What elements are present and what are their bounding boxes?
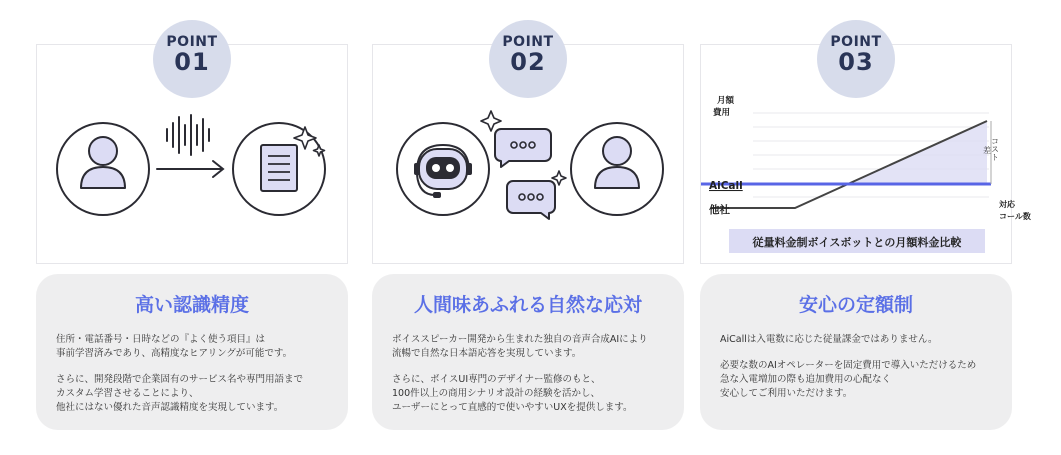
difference-label: 差 (983, 146, 991, 155)
point-03-card (700, 274, 1012, 430)
paragraph: さらに、開発段階で企業固有のサービス名や専門用語まで カスタム学習させることにより、 他社にはない優れた音声認識精度を実現しています。 (56, 374, 304, 413)
speech-bubble-icon (507, 181, 555, 219)
point-01-badge (153, 20, 231, 98)
chart-caption: 従量料金制ボイスボットとの月額料金比較 (752, 236, 962, 249)
point-label: POINT (502, 34, 554, 50)
paragraph: さらに、ボイスUI専門のデザイナー監修のもと、 100件以上の商用シナリオ設計の経験を活かし、 ユーザーにとって直感的で使いやすいUXを提供します。 (392, 374, 633, 413)
paragraph: 住所・電話番号・日時などの『よく使う項目』は 事前学習済みであり、高精度なヒアリングが可能です。 (56, 334, 293, 359)
aicall-label: AiCall (709, 180, 743, 192)
x-axis-label: コール数 (999, 212, 1031, 221)
point-03-column (700, 0, 1031, 455)
y-axis-label: 月額 (717, 96, 735, 106)
point-02-description (392, 333, 684, 415)
point-01-card (36, 274, 348, 430)
paragraph: 必要な数のAIオペレーターを固定費用で導入いただけるため 急な入電増加の際も追加費用の心配なく 安心してご利用いただけます。 (720, 360, 977, 399)
speech-bubble-icon (495, 129, 551, 167)
y-axis-label: 費用 (713, 108, 731, 118)
user-avatar-icon (571, 123, 663, 215)
point-03-description (720, 333, 1012, 401)
paragraph: ボイススピーカー開発から生まれた独自の音声合成AIにより 流暢で自然な日本語応答を実現しています。 (392, 334, 648, 359)
point-number: 02 (510, 48, 546, 76)
user-avatar-icon (57, 123, 149, 215)
point-03-badge (817, 20, 895, 98)
paragraph: AiCallは入電数に応じた従量課金ではありません。 (720, 334, 938, 345)
cost-label: コスト (990, 137, 1000, 161)
point-label: POINT (166, 34, 218, 50)
point-02-card (372, 274, 684, 430)
point-01-title: 高い認識精度 (134, 294, 249, 316)
point-01-description (56, 333, 348, 415)
sound-wave-icon (167, 115, 209, 155)
robot-icon (397, 123, 489, 215)
point-02-column (372, 0, 684, 455)
point-number: 03 (838, 48, 874, 76)
point-03-title: 安心の定額制 (798, 294, 913, 316)
x-axis-label: 対応 (999, 200, 1015, 209)
arrow-right-icon (157, 161, 223, 177)
point-02-badge (489, 20, 567, 98)
point-01-column (36, 0, 348, 455)
other-company-label: 他社 (709, 204, 730, 216)
point-number: 01 (174, 48, 210, 76)
point-02-title: 人間味あふれる自然な応対 (413, 294, 642, 316)
point-label: POINT (830, 34, 882, 50)
